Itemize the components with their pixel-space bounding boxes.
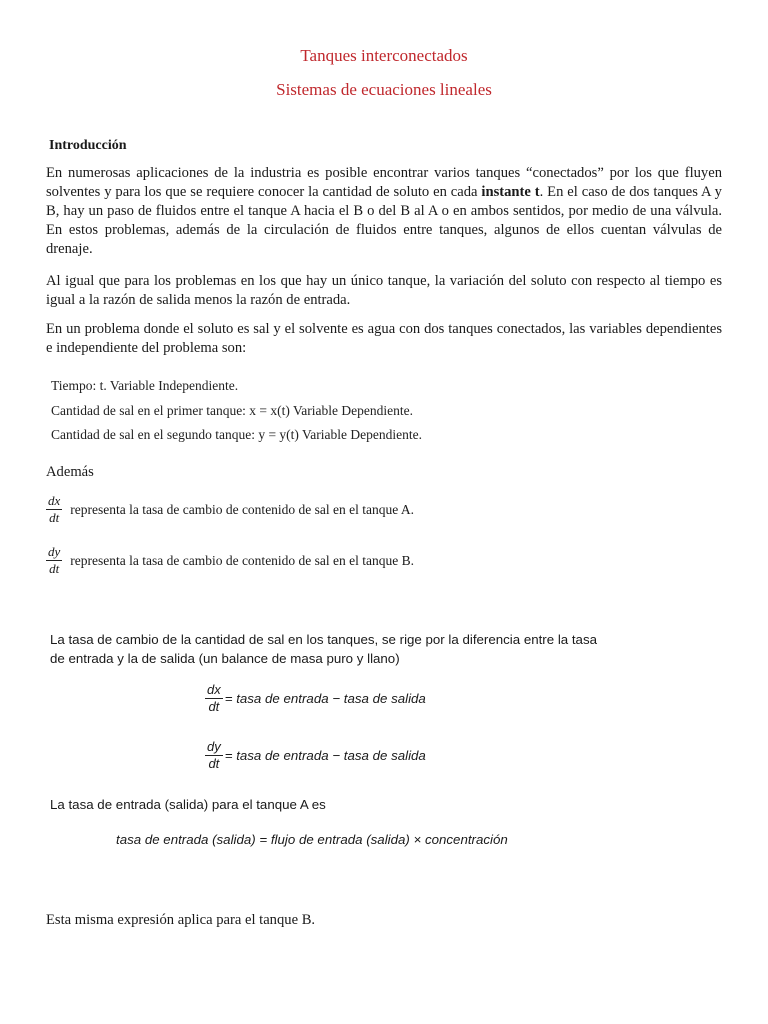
intro-paragraph-3: En un problema donde el soluto es sal y el solvente es agua con dos tanques conectados, las variables dependientes e independiente del problema son: [46, 321, 722, 356]
derivative-y-definition [46, 545, 414, 576]
p1-text-before: En numerosas aplicaciones de la industria es posible encontrar varios tanques “conectados” por los que fluyen solventes y para los que se requiere conocer la cantidad de soluto en cada [46, 165, 722, 200]
variable-time: Tiempo: t. Variable Independiente. [51, 378, 239, 393]
fraction-denominator: dt [49, 561, 60, 576]
derivative-y-text: representa la tasa de cambio de contenido de sal en el tanque B. [70, 552, 415, 568]
fraction-numerator: dy [48, 544, 61, 559]
equation-dy-dt [205, 740, 426, 771]
fraction-dx-dt [46, 494, 62, 525]
fraction-numerator: dx [48, 493, 61, 508]
p1-bold-instante: instante t [481, 184, 540, 200]
fraction-denominator: dt [208, 699, 220, 714]
equation-rhs: = tasa de entrada − tasa de salida [224, 691, 426, 706]
variable-y: Cantidad de sal en el segundo tanque: y = y(t) Variable Dependiente. [51, 427, 422, 442]
intro-paragraph-2: Al igual que para los problemas en los que hay un único tanque, la variación del soluto con respecto al tiempo es igual a la razón de salida menos la razón de entrada. [46, 273, 722, 308]
fraction-dy-dt [46, 545, 62, 576]
equation-rhs: = tasa de entrada − tasa de salida [224, 748, 426, 763]
fraction-dx-dt [205, 683, 223, 714]
section-heading-intro: Introducción [49, 138, 127, 153]
derivative-x-text: representa la tasa de cambio de contenido de sal en el tanque A. [70, 501, 415, 517]
variable-x: Cantidad de sal en el primer tanque: x = x(t) Variable Dependiente. [51, 402, 413, 418]
p1-text-after: . En el caso de dos tanques A y B, hay un paso de fluidos entre el tanque A hacia el B o del B al A o en ambos sentidos, por medio de una válvula. En estos problemas, además de la circulación de fluidos entre tanques, algunos de ellos cuentan válvulas de drenaje. [46, 184, 722, 257]
ademas-label: Además [46, 464, 94, 480]
closing-sentence: Esta misma expresión aplica para el tanque B. [46, 912, 316, 928]
intro-paragraph-1 [46, 164, 722, 259]
fraction-numerator: dx [207, 682, 221, 697]
variables-list [51, 374, 422, 448]
rate-tank-a-statement: La tasa de entrada (salida) para el tanque A es [50, 797, 326, 812]
document-title: Tanques interconectados [300, 46, 468, 65]
fraction-numerator: dy [207, 739, 221, 754]
rate-formula-text: tasa de entrada (salida) = flujo de entrada (salida) × concentración [116, 832, 508, 847]
equation-dx-dt [205, 683, 426, 714]
fraction-denominator: dt [208, 756, 220, 771]
fraction-denominator: dt [49, 510, 60, 525]
rate-intro-paragraph: La tasa de cambio de la cantidad de sal en los tanques, se rige por la diferencia entre la tasa de entrada y la de salida (un balance de masa puro y llano) [50, 632, 597, 666]
rate-formula [116, 832, 508, 847]
fraction-dy-dt [205, 740, 223, 771]
derivative-x-definition [46, 494, 414, 525]
document-subtitle: Sistemas de ecuaciones lineales [276, 80, 492, 99]
